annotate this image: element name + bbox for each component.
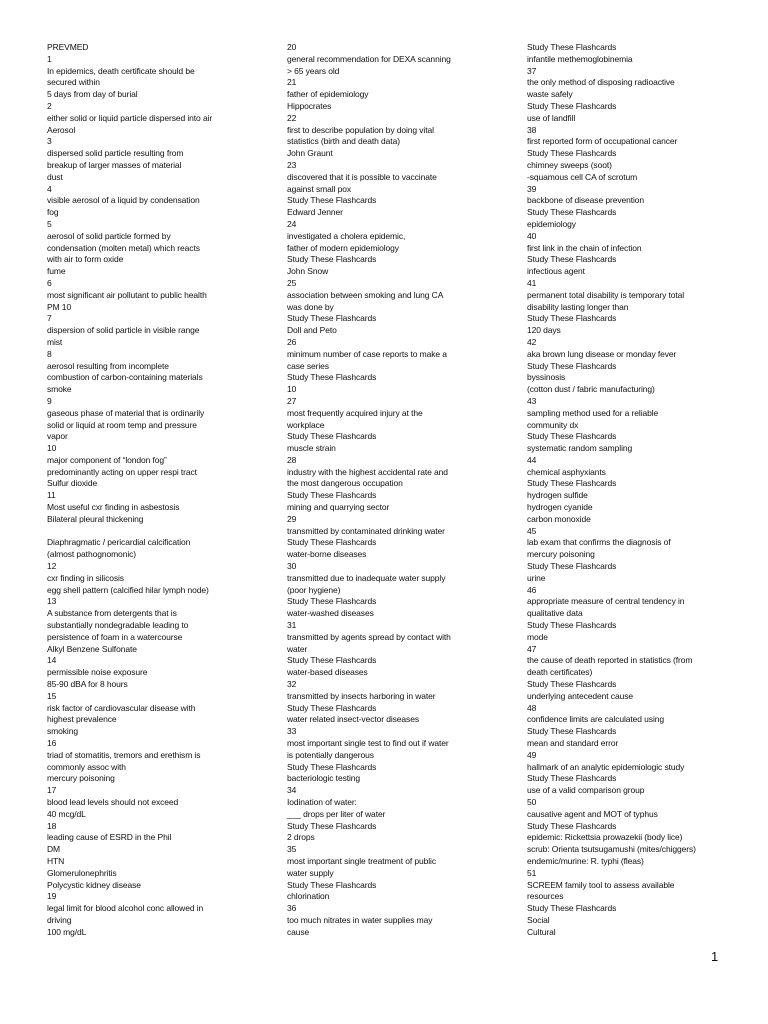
text-line: 5 days from day of burial — [47, 89, 138, 100]
text-line: case series — [287, 360, 329, 371]
text-line: 41 — [527, 277, 537, 288]
text-line: 19 — [47, 891, 57, 902]
text-line: dust — [47, 171, 63, 182]
text-line: community dx — [527, 419, 579, 430]
text-line: 26 — [287, 336, 297, 347]
text-line: 49 — [527, 749, 537, 760]
text-line: Study These Flashcards — [287, 195, 377, 206]
text-line: sampling method used for a reliable — [527, 407, 659, 418]
text-line: 8 — [47, 348, 52, 359]
text-line: dispersed solid particle resulting from — [47, 148, 184, 159]
text-line: muscle strain — [287, 443, 336, 454]
text-line: A substance from detergents that is — [47, 608, 177, 619]
text-line: disability lasting longer than — [527, 301, 629, 312]
text-line: father of modern epidemiology — [287, 242, 399, 253]
text-line: Doll and Peto — [287, 325, 337, 336]
text-line: Study These Flashcards — [287, 537, 377, 548]
text-line: > 65 years old — [287, 65, 340, 76]
text-line: 9 — [47, 395, 52, 406]
text-line: gaseous phase of material that is ordinarily — [47, 407, 205, 418]
text-line: Study These Flashcards — [527, 679, 617, 690]
text-line: Study These Flashcards — [527, 726, 617, 737]
text-line: 25 — [287, 277, 297, 288]
text-line: Iodination of water: — [287, 797, 357, 807]
text-line: Study These Flashcards — [287, 490, 377, 501]
text-line: Study These Flashcards — [527, 820, 617, 831]
text-line: leading cause of ESRD in the Phil — [47, 832, 172, 843]
text-line: DM — [47, 844, 61, 855]
text-line: mean and standard error — [527, 738, 619, 749]
text-line: father of epidemiology — [287, 89, 369, 100]
text-line: most important single treatment of public — [287, 855, 436, 866]
text-line: use of landfill — [527, 112, 576, 123]
text-line: (cotton dust / fabric manufacturing) — [527, 384, 655, 395]
text-line: transmitted due to inadequate water supply — [287, 572, 446, 583]
text-line: legal limit for blood alcohol conc allowed in — [47, 903, 204, 914]
text-line: fog — [47, 207, 59, 218]
text-line: carbon monoxide — [527, 513, 591, 524]
text-line: 38 — [527, 124, 537, 135]
text-line: HTN — [47, 855, 65, 866]
text-line: epidemic: Rickettsia prowazekii (body lice) — [527, 832, 683, 843]
text-line: commonly assoc with — [47, 761, 126, 772]
text-line: dispersion of solid particle in visible range — [47, 325, 200, 336]
text-line: Study These Flashcards — [527, 620, 617, 631]
text-line: water supply — [287, 867, 334, 878]
text-line: water-based diseases — [287, 667, 368, 678]
text-line: most significant air pollutant to public health — [47, 289, 207, 300]
text-line: Aerosol — [47, 124, 76, 135]
text-line: -squamous cell CA of scrotum — [527, 171, 638, 182]
text-line: resources — [527, 891, 564, 902]
text-line: Social — [527, 914, 550, 925]
blank-line — [47, 526, 247, 538]
text-line: chlorination — [287, 891, 330, 902]
text-line: 32 — [287, 679, 297, 690]
text-line: substantially nondegradable leading to — [47, 620, 189, 631]
text-line: minimum number of case reports to make a — [287, 348, 447, 359]
text-line: 45 — [527, 525, 537, 536]
text-line: 2 drops — [287, 832, 315, 843]
text-line: 40 mcg/dL — [47, 808, 86, 819]
text-line: association between smoking and lung CA — [287, 289, 444, 300]
text-line: Study These Flashcards — [527, 254, 617, 265]
text-line: Polycystic kidney disease — [47, 879, 141, 890]
text-line: 37 — [527, 65, 537, 76]
text-line: 17 — [47, 785, 57, 796]
text-line: Study These Flashcards — [287, 820, 377, 831]
text-line: Study These Flashcards — [527, 360, 617, 371]
text-line: aka brown lung disease or monday fever — [527, 348, 677, 359]
text-line: use of a valid comparison group — [527, 785, 645, 796]
text-line: ___ drops per liter of water — [287, 808, 386, 819]
text-line: 43 — [527, 395, 537, 406]
text-line: 1 — [47, 53, 52, 64]
text-line: John Snow — [287, 266, 329, 277]
text-line: 85-90 dBA for 8 hours — [47, 679, 128, 690]
text-line: visible aerosol of a liquid by condensation — [47, 195, 200, 206]
text-line: first to describe population by doing vital — [287, 124, 434, 135]
text-line: water — [287, 643, 308, 654]
text-line: cause — [287, 926, 310, 937]
text-line: mercury poisoning — [527, 549, 595, 560]
text-line: vapor — [47, 431, 68, 442]
text-line: persistence of foam in a watercourse — [47, 631, 183, 642]
text-line: statistics (birth and death data) — [287, 136, 400, 147]
text-line: secured within — [47, 77, 100, 88]
text-line: bacteriologic testing — [287, 773, 361, 784]
text-line: Hippocrates — [287, 100, 332, 111]
text-line: urine — [527, 572, 546, 583]
text-line: Study These Flashcards — [527, 561, 617, 572]
text-line: Glomerulonephritis — [47, 867, 117, 878]
text-line: 28 — [287, 454, 297, 465]
text-line: Study These Flashcards — [527, 313, 617, 324]
text-line: 24 — [287, 218, 297, 229]
text-line: underlying antecedent cause — [527, 690, 633, 701]
text-line: Study These Flashcards — [287, 254, 377, 265]
text-line: 36 — [287, 903, 297, 914]
text-line: cxr finding in silicosis — [47, 572, 124, 583]
text-column-right — [527, 42, 727, 939]
text-line: 31 — [287, 620, 297, 631]
text-line: 29 — [287, 513, 297, 524]
text-line: 5 — [47, 218, 52, 229]
text-line: mist — [47, 336, 63, 347]
text-line: 51 — [527, 867, 537, 878]
text-line: confidence limits are calculated using — [527, 714, 664, 725]
text-line: 33 — [287, 726, 297, 737]
text-line: mercury poisoning — [47, 773, 115, 784]
text-line: PREVMED — [47, 42, 89, 52]
text-line: 10 — [47, 443, 57, 454]
text-line: Study These Flashcards — [527, 42, 617, 52]
text-line: with air to form oxide — [47, 254, 124, 265]
text-line: Cultural — [527, 926, 556, 937]
text-line: workplace — [287, 419, 325, 430]
text-line: Bilateral pleural thickening — [47, 513, 144, 524]
text-line: 11 — [47, 490, 56, 501]
text-line: Study These Flashcards — [527, 773, 617, 784]
text-line: lab exam that confirms the diagnosis of — [527, 537, 671, 548]
text-line: 18 — [47, 820, 57, 831]
text-line: too much nitrates in water supplies may — [287, 914, 433, 925]
text-line: In epidemics, death certificate should be — [47, 65, 195, 76]
text-line: 48 — [527, 702, 537, 713]
text-line: permanent total disability is temporary total — [527, 289, 685, 300]
text-line: 23 — [287, 159, 297, 170]
text-line: 3 — [47, 136, 52, 147]
text-line: 10 — [287, 384, 297, 395]
text-line: 21 — [287, 77, 297, 88]
text-line: predominantly acting on upper respi tract — [47, 466, 197, 477]
text-line: smoking — [47, 726, 78, 737]
text-line: Study These Flashcards — [527, 100, 617, 111]
text-line: solid or liquid at room temp and pressure — [47, 419, 197, 430]
text-line: Study These Flashcards — [527, 903, 617, 914]
text-line: 44 — [527, 454, 537, 465]
text-line: 6 — [47, 277, 52, 288]
text-line: epidemiology — [527, 218, 576, 229]
text-line: 120 days — [527, 325, 561, 336]
text-line: was done by — [287, 301, 334, 312]
text-line: Study These Flashcards — [287, 313, 377, 324]
text-line: smoke — [47, 384, 72, 395]
text-line: 20 — [287, 42, 297, 52]
text-line: Edward Jenner — [287, 207, 343, 218]
text-line: byssinosis — [527, 372, 566, 383]
text-column-middle — [287, 42, 492, 939]
text-line: scrub: Orienta tsutsugamushi (mites/chiggers) — [527, 844, 696, 855]
text-line: Study These Flashcards — [287, 702, 377, 713]
text-line: water-borne diseases — [287, 549, 367, 560]
text-line: transmitted by insects harboring in water — [287, 690, 436, 701]
text-line: highest prevalence — [47, 714, 117, 725]
text-line: 39 — [527, 183, 537, 194]
text-line: Sulfur dioxide — [47, 478, 98, 489]
text-line: backbone of disease prevention — [527, 195, 645, 206]
text-line: chemical asphyxiants — [527, 466, 606, 477]
text-line: 27 — [287, 395, 297, 406]
text-line: condensation (molten metal) which reacts — [47, 242, 200, 253]
text-line: aerosol resulting from incomplete — [47, 360, 169, 371]
text-line: 46 — [527, 584, 537, 595]
text-line: water related insect-vector diseases — [287, 714, 419, 725]
text-line: the cause of death reported in statistics (from — [527, 655, 693, 666]
text-line: Alkyl Benzene Sulfonate — [47, 643, 137, 654]
text-line: either solid or liquid particle dispersed into air — [47, 112, 213, 123]
text-line: chimney sweeps (soot) — [527, 159, 612, 170]
text-line: fume — [47, 266, 66, 277]
text-line: 34 — [287, 785, 297, 796]
text-line: 7 — [47, 313, 52, 324]
text-line: most important single test to find out if water — [287, 738, 449, 749]
text-line: 35 — [287, 844, 297, 855]
text-line: the most dangerous occupation — [287, 478, 403, 489]
text-line: 22 — [287, 112, 297, 123]
text-line: (poor hygiene) — [287, 584, 341, 595]
text-line: 4 — [47, 183, 52, 194]
text-line: risk factor of cardiovascular disease with — [47, 702, 196, 713]
text-line: blood lead levels should not exceed — [47, 797, 179, 807]
text-line: hydrogen sulfide — [527, 490, 588, 501]
text-line: death certificates) — [527, 667, 593, 678]
text-line: John Graunt — [287, 148, 333, 159]
text-line: Most useful cxr finding in asbestosis — [47, 502, 180, 513]
text-line: appropriate measure of central tendency in — [527, 596, 685, 607]
text-line: systematic random sampling — [527, 443, 633, 454]
text-line: 47 — [527, 643, 537, 654]
text-line: most frequently acquired injury at the — [287, 407, 423, 418]
text-line: aerosol of solid particle formed by — [47, 230, 171, 241]
text-line: causative agent and MOT of typhus — [527, 808, 658, 819]
text-line: endemic/murine: R. typhi (fleas) — [527, 855, 644, 866]
text-line: transmitted by contaminated drinking water — [287, 525, 445, 536]
text-line: 40 — [527, 230, 537, 241]
text-line: egg shell pattern (calcified hilar lymph node) — [47, 584, 209, 595]
text-line: Diaphragmatic / pericardial calcification — [47, 537, 191, 548]
text-line: first link in the chain of infection — [527, 242, 642, 253]
text-line: hallmark of an analytic epidemiologic study — [527, 761, 685, 772]
page-number: 1 — [711, 949, 719, 964]
text-line: permissible noise exposure — [47, 667, 148, 678]
text-line: mode — [527, 631, 548, 642]
text-line: qualitative data — [527, 608, 583, 619]
text-line: discovered that it is possible to vaccinate — [287, 171, 437, 182]
text-line: 50 — [527, 797, 537, 807]
text-line: 16 — [47, 738, 57, 749]
text-line: Study These Flashcards — [287, 431, 377, 442]
text-line: PM 10 — [47, 301, 72, 312]
text-line: Study These Flashcards — [527, 148, 617, 159]
text-line: the only method of disposing radioactive — [527, 77, 675, 88]
text-line: Study These Flashcards — [287, 655, 377, 666]
text-line: investigated a cholera epidemic, — [287, 230, 406, 241]
text-line: waste safely — [527, 89, 573, 100]
text-line: 2 — [47, 100, 52, 111]
text-line: infantile methemoglobinemia — [527, 53, 633, 64]
text-line: Study These Flashcards — [527, 207, 617, 218]
text-line: Study These Flashcards — [527, 431, 617, 442]
text-line: water-washed diseases — [287, 608, 374, 619]
text-line: mining and quarrying sector — [287, 502, 390, 513]
text-line: Study These Flashcards — [287, 372, 377, 383]
text-line: industry with the highest accidental rate and — [287, 466, 448, 477]
text-line: Study These Flashcards — [527, 478, 617, 489]
text-line: 30 — [287, 561, 297, 572]
text-line: hydrogen cyanide — [527, 502, 593, 513]
text-line: major component of “london fog” — [47, 454, 167, 465]
text-line: 12 — [47, 561, 57, 572]
text-line: triad of stomatitis, tremors and erethism is — [47, 749, 201, 760]
text-column-left — [47, 42, 247, 939]
text-line: (almost pathognomonic) — [47, 549, 136, 560]
text-line: Study These Flashcards — [287, 879, 377, 890]
text-line: against small pox — [287, 183, 351, 194]
text-line: 15 — [47, 690, 57, 701]
text-line: Study These Flashcards — [287, 761, 377, 772]
text-line: driving — [47, 914, 72, 925]
text-line: first reported form of occupational cancer — [527, 136, 678, 147]
text-line: transmitted by agents spread by contact with — [287, 631, 451, 642]
text-line: is potentially dangerous — [287, 749, 374, 760]
text-line: 13 — [47, 596, 57, 607]
text-line: Study These Flashcards — [287, 596, 377, 607]
text-line: 14 — [47, 655, 57, 666]
text-line: SCREEM family tool to assess available — [527, 879, 675, 890]
text-line: infectious agent — [527, 266, 585, 277]
text-line: breakup of larger masses of material — [47, 159, 182, 170]
text-line: 100 mg/dL — [47, 926, 87, 937]
text-line: combustion of carbon-containing materials — [47, 372, 203, 383]
text-line: general recommendation for DEXA scanning — [287, 53, 451, 64]
text-line: 42 — [527, 336, 537, 347]
